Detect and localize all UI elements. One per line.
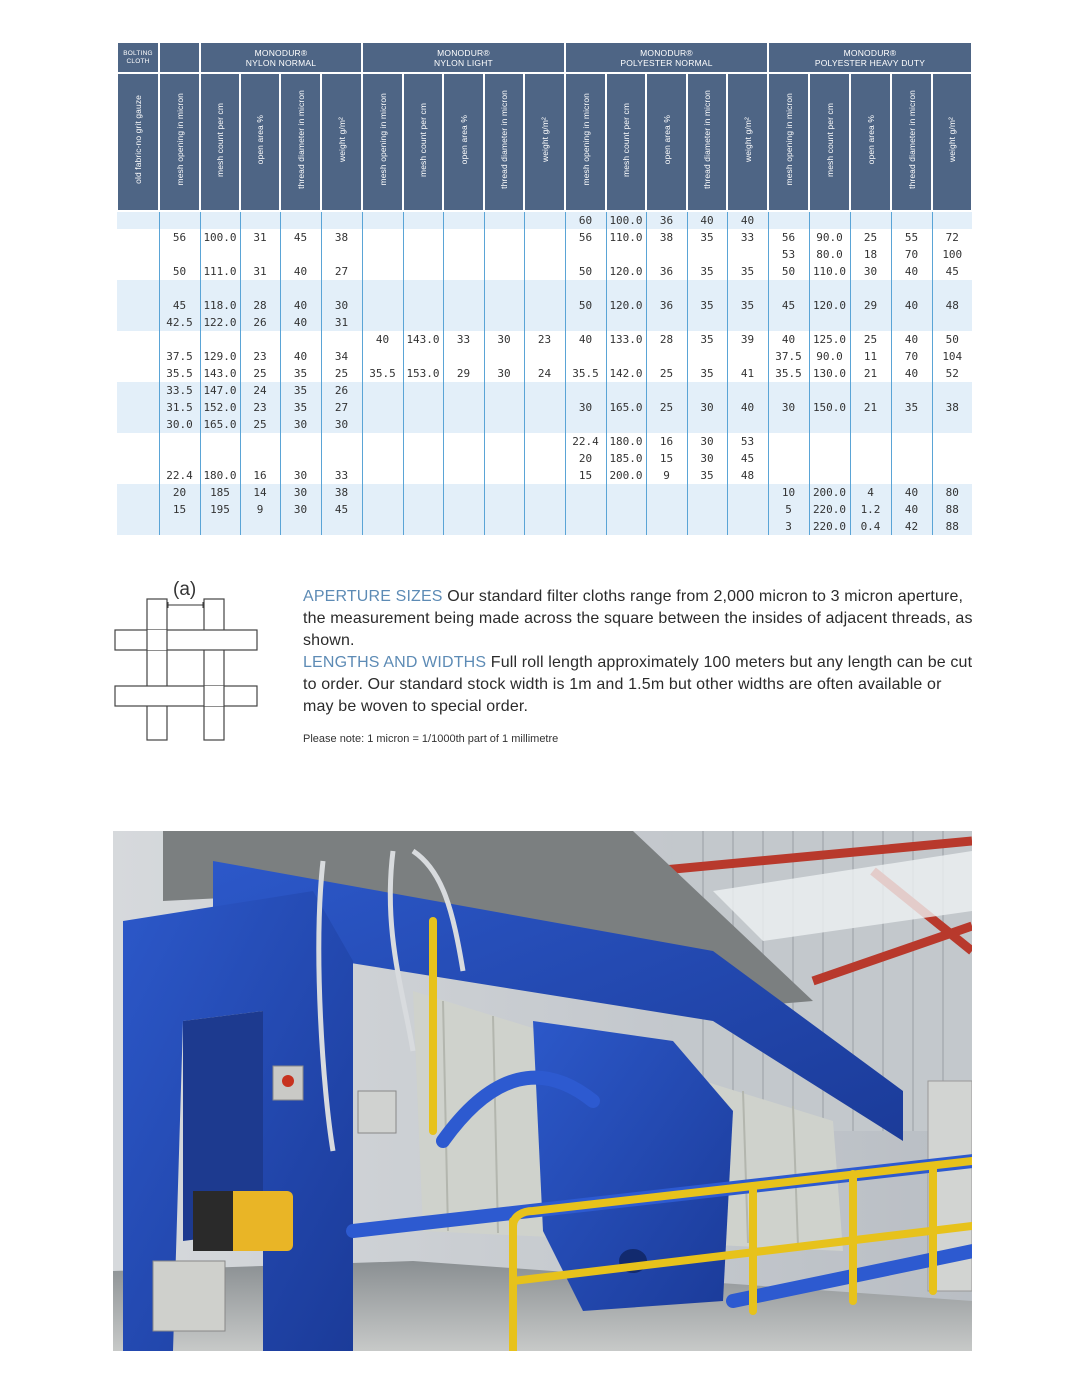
table-cell: 30 31 [321,280,362,331]
table-cell: 60 [565,211,606,229]
table-cell [240,211,280,229]
table-cell: 22.4 20 15 [565,433,606,484]
table-row [117,484,972,535]
table-cell [443,433,484,484]
column-header-label: mesh opening in micron [783,93,794,186]
table-cell: 25 18 30 [850,229,891,280]
table-body [117,211,972,535]
table-cell: 56 53 50 [768,229,809,280]
table-cell [524,382,565,433]
table-cell: 30 30 35 [687,433,727,484]
column-header-0 [117,73,159,211]
column-header-row [117,73,972,211]
table-cell: 16 15 9 [646,433,687,484]
table-cell: 33 [321,433,362,484]
table-cell: 80 88 88 [932,484,972,535]
table-cell: 16 [240,433,280,484]
column-header-label: weight g/m² [742,116,753,163]
column-header-label: open area % [661,114,672,165]
table-cell: 23 24 [524,331,565,382]
column-header-3 [240,73,280,211]
column-header-label: mesh count per cm [215,102,225,177]
table-cell [768,433,809,484]
table-cell: 31 31 [240,229,280,280]
table-cell: 30 [280,433,321,484]
table-cell: 40 37.5 35.5 [768,331,809,382]
table-cell: 37.5 35.5 [159,331,200,382]
table-cell [687,484,727,535]
table-cell [606,484,646,535]
table-cell: 30 [768,382,809,433]
table-cell: 21 [850,382,891,433]
column-header-label: thread diameter in micron [295,90,306,189]
table-cell: 40 [727,211,768,229]
table-cell: 56 50 [565,229,606,280]
table-cell: 30 [687,382,727,433]
table-row [117,331,972,382]
column-header-label: thread diameter in micron [702,90,712,189]
table-cell: 35 35 [687,331,727,382]
table-cell [443,280,484,331]
table-cell [768,211,809,229]
table-cell [403,280,443,331]
table-cell: 200.0 220.0 220.0 [809,484,850,535]
column-header-2 [200,73,240,211]
table-cell: 38 36 [646,229,687,280]
table-cell: 40 [687,211,727,229]
table-cell: 50 104 52 [932,331,972,382]
column-header-label: mesh opening in micron [174,93,185,186]
table-cell: 25 11 21 [850,331,891,382]
column-header-label: mesh opening in micron [580,93,591,186]
spec-table [116,43,973,535]
group-header-polyester-normal: MONODUR® POLYESTER NORMAL [565,43,768,73]
column-header-label: mesh count per cm [418,102,428,177]
table-cell: 48 [932,280,972,331]
threads [115,599,257,740]
column-header-label: weight g/m² [336,116,347,163]
column-header-label: mesh count per cm [824,102,835,177]
thread-vertical-right [204,599,224,740]
table-cell: 100.0 111.0 [200,229,240,280]
table-cell: 30 [565,382,606,433]
table-cell [891,433,932,484]
table-cell [117,211,159,229]
column-header-label: open area % [458,114,469,165]
table-cell: 38 45 [321,484,362,535]
table-cell: 36 [646,211,687,229]
table-row [117,433,972,484]
table-row [117,229,972,280]
table-cell: 35 [891,382,932,433]
table-cell: 180.0 185.0 200.0 [606,433,646,484]
column-header-17 [809,73,850,211]
table-cell: 45 42.5 [159,280,200,331]
table-cell [646,484,687,535]
table-cell [403,484,443,535]
table-cell: 39 41 [727,331,768,382]
table-cell: 118.0 122.0 [200,280,240,331]
table-cell: 129.0 143.0 [200,331,240,382]
table-cell: 30 30 [280,484,321,535]
table-cell [524,211,565,229]
column-header-1 [159,73,200,211]
column-header-6 [362,73,403,211]
thread-vertical-left [147,599,167,740]
column-header-9 [484,73,524,211]
table-cell: 55 70 40 [891,229,932,280]
group-header-nylon-normal: MONODUR® NYLON NORMAL [200,43,362,73]
table-cell: 72 100 45 [932,229,972,280]
table-cell [524,280,565,331]
aperture-paragraph [303,586,975,652]
table-cell: 35 [687,280,727,331]
table-cell [362,280,403,331]
column-header-label: weight g/m² [947,116,957,163]
aperture-heading: APERTURE SIZES [303,588,443,605]
column-header-15 [727,73,768,211]
table-cell: 35 35 [687,229,727,280]
table-cell: 35 [727,280,768,331]
table-cell: 40 40 [280,280,321,331]
group-header-polyester-heavy-duty: MONODUR® POLYESTER HEAVY DUTY [768,43,972,73]
table-cell [809,211,850,229]
column-header-label: thread diameter in micron [906,90,917,189]
table-cell: 45 40 [280,229,321,280]
table-cell: 28 26 [240,280,280,331]
table-cell [200,211,240,229]
table-cell: 4 1.2 0.4 [850,484,891,535]
thread-horizontal-bottom [115,686,257,706]
table-cell [117,433,159,484]
table-cell: 125.0 90.0 130.0 [809,331,850,382]
table-cell [484,280,524,331]
table-cell: 110.0 120.0 [606,229,646,280]
table-cell: 33.5 31.5 30.0 [159,382,200,433]
table-cell [117,280,159,331]
table-cell [524,433,565,484]
table-cell [362,433,403,484]
table-cell [850,211,891,229]
column-header-12 [606,73,646,211]
table-cell: 25 [646,382,687,433]
column-header-7 [403,73,443,211]
table-cell: 30 30 [484,331,524,382]
table-cell [443,484,484,535]
table-cell: 29 [850,280,891,331]
column-header-16 [768,73,809,211]
column-header-18 [850,73,891,211]
table-cell [362,211,403,229]
column-header-8 [443,73,484,211]
product-info [303,586,975,718]
column-header-label: mesh opening in micron [377,93,388,186]
table-cell: 45 [768,280,809,331]
table-cell [443,229,484,280]
table-row [117,382,972,433]
table-cell [362,484,403,535]
table-cell [443,382,484,433]
table-cell: 185 195 [200,484,240,535]
column-header-20 [932,73,972,211]
lengths-heading: LENGTHS AND WIDTHS [303,654,487,671]
table-cell [362,382,403,433]
table-cell [809,433,850,484]
table-cell: 56 50 [159,229,200,280]
table-cell: 40 35.5 [565,331,606,382]
table-cell [565,484,606,535]
table-cell: 40 35.5 [362,331,403,382]
table-cell: 20 15 [159,484,200,535]
table-cell [403,229,443,280]
table-cell: 147.0 152.0 165.0 [200,382,240,433]
table-cell [443,211,484,229]
table-cell: 14 9 [240,484,280,535]
table-cell: 90.0 80.0 110.0 [809,229,850,280]
column-header-10 [524,73,565,211]
table-cell [117,484,159,535]
aperture-marker [168,602,203,608]
table-cell: 53 45 48 [727,433,768,484]
column-header-11 [565,73,606,211]
table-cell: 40 [891,280,932,331]
group-header-bolting: BOLTING CLOTH [117,43,159,73]
table-cell [484,484,524,535]
table-cell: 24 23 25 [240,382,280,433]
column-header-label: open area % [255,114,265,165]
micron-note: Please note: 1 micron = 1/1000th part of 1 millimetre [303,733,559,745]
table-cell [524,229,565,280]
lengths-paragraph [303,652,975,718]
table-cell [850,433,891,484]
aperture-body: Our standard filter cloths range from 2,000 micron to 3 micron aperture, the measurement being made across the square between the insides of adjacent threads, as shown. [303,588,973,649]
table-cell [484,229,524,280]
column-header-label: thread diameter in micron [499,90,509,189]
filter-press-image [113,831,972,1351]
table-cell: 23 25 [240,331,280,382]
aperture-label: (a) [173,579,197,600]
table-cell [484,211,524,229]
table-cell: 143.0 153.0 [403,331,443,382]
table-cell: 165.0 [606,382,646,433]
table-cell: 33 35 [727,229,768,280]
table-cell: 40 35 [280,331,321,382]
table-cell: 150.0 [809,382,850,433]
filter-press-photo [113,831,972,1351]
table-cell [159,211,200,229]
table-cell [321,211,362,229]
table-cell: 33 29 [443,331,484,382]
table-cell [727,484,768,535]
column-header-label: weight g/m² [539,116,550,163]
table-cell [932,211,972,229]
column-header-label: open area % [865,114,876,165]
table-cell [484,433,524,484]
table-cell [117,382,159,433]
table-cell [280,211,321,229]
table-row [117,280,972,331]
table-cell [117,331,159,382]
group-header-blank [159,43,200,73]
column-header-19 [891,73,932,211]
table-cell: 40 70 40 [891,331,932,382]
weave-aperture-diagram [112,574,262,744]
column-header-label: old fabric-no grit gauze [133,95,143,184]
table-cell: 36 [646,280,687,331]
table-cell: 120.0 [606,280,646,331]
table-row [117,211,972,229]
column-header-13 [646,73,687,211]
table-cell [362,229,403,280]
table-cell: 10 5 3 [768,484,809,535]
table-cell: 120.0 [809,280,850,331]
table-cell: 180.0 [200,433,240,484]
group-header-row [117,43,972,73]
column-header-4 [280,73,321,211]
table-cell [403,211,443,229]
table-cell: 34 25 [321,331,362,382]
table-cell [117,229,159,280]
lengths-body: Full roll length approximately 100 meters but any length can be cut to order. Our standard stock width is 1m and 1.5m but other widths are often available or may be woven to special order. [303,654,973,715]
table-cell [524,484,565,535]
table-cell [403,382,443,433]
thread-horizontal-top [115,630,257,650]
table-cell: 133.0 142.0 [606,331,646,382]
table-cell: 40 [727,382,768,433]
table-cell: 38 27 [321,229,362,280]
column-header-14 [687,73,727,211]
table-cell: 35 35 30 [280,382,321,433]
table-cell [484,382,524,433]
table-cell [932,433,972,484]
table-cell: 26 27 30 [321,382,362,433]
table-cell: 40 40 42 [891,484,932,535]
table-cell: 100.0 [606,211,646,229]
column-header-label: mesh count per cm [621,102,631,177]
column-header-5 [321,73,362,211]
table-cell [891,211,932,229]
group-header-nylon-light: MONODUR® NYLON LIGHT [362,43,565,73]
table-cell: 50 [565,280,606,331]
table-cell: 38 [932,382,972,433]
table-cell: 22.4 [159,433,200,484]
table-cell: 28 25 [646,331,687,382]
table-cell [403,433,443,484]
